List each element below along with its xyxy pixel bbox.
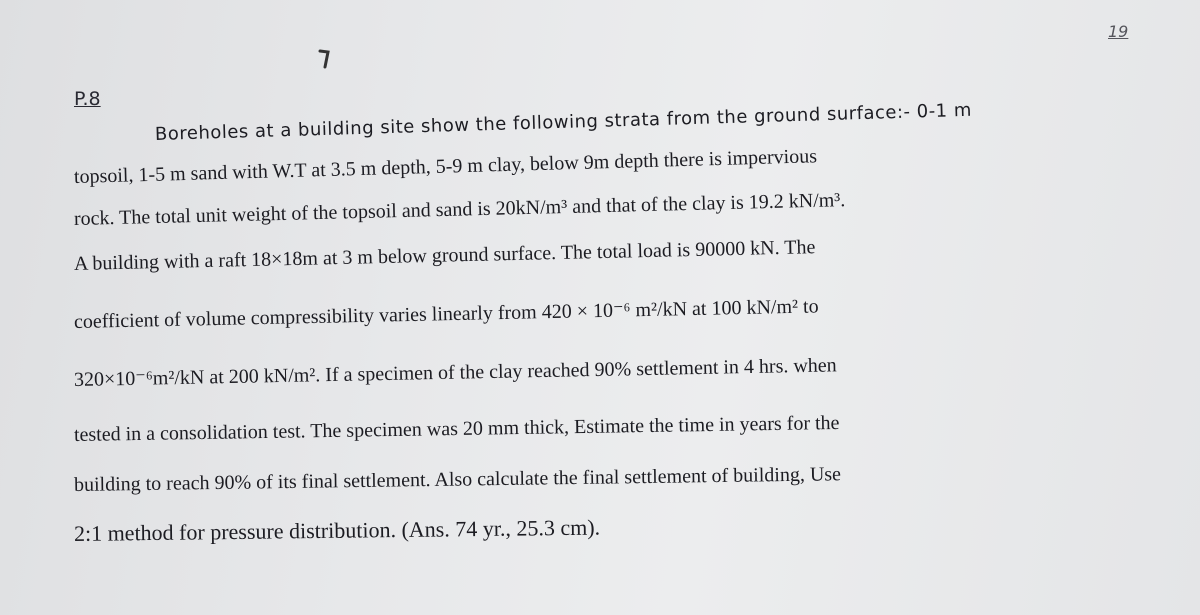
problem-text-line-9: 2:1 method for pressure distribution. (Ans. 74 yr., 25.3 cm). — [73, 514, 601, 546]
pen-mark — [318, 49, 330, 69]
problem-text-line-5: coefficient of volume compressibility varies linearly from 420 × 10⁻⁶ m²/kN at 100 kN/m² to — [73, 295, 819, 333]
problem-label: P.8 — [74, 88, 101, 110]
problem-text-line-2: topsoil, 1-5 m sand with W.T at 3.5 m depth, 5-9 m clay, below 9m depth there is impervious — [73, 145, 818, 188]
problem-text-line-3: rock. The total unit weight of the topsoil and sand is 20kN/m³ and that of the clay is 19.2 kN/m³. — [73, 189, 846, 230]
problem-text-line-4: A building with a raft 18×18m at 3 m below ground surface. The total load is 90000 kN. The — [73, 236, 816, 275]
problem-text-line-8: building to reach 90% of its final settlement. Also calculate the final settlement of building, Use — [73, 463, 842, 496]
problem-text-line-7: tested in a consolidation test. The specimen was 20 mm thick, Estimate the time in years for the — [73, 411, 840, 446]
problem-text-line-1: Boreholes at a building site show the following strata from the ground surface:- 0-1 m — [154, 99, 973, 145]
problem-text-line-6: 320×10⁻⁶m²/kN at 200 kN/m². If a specimen of the clay reached 90% settlement in 4 hrs. when — [73, 354, 837, 391]
page-number: 19 — [1108, 22, 1129, 41]
